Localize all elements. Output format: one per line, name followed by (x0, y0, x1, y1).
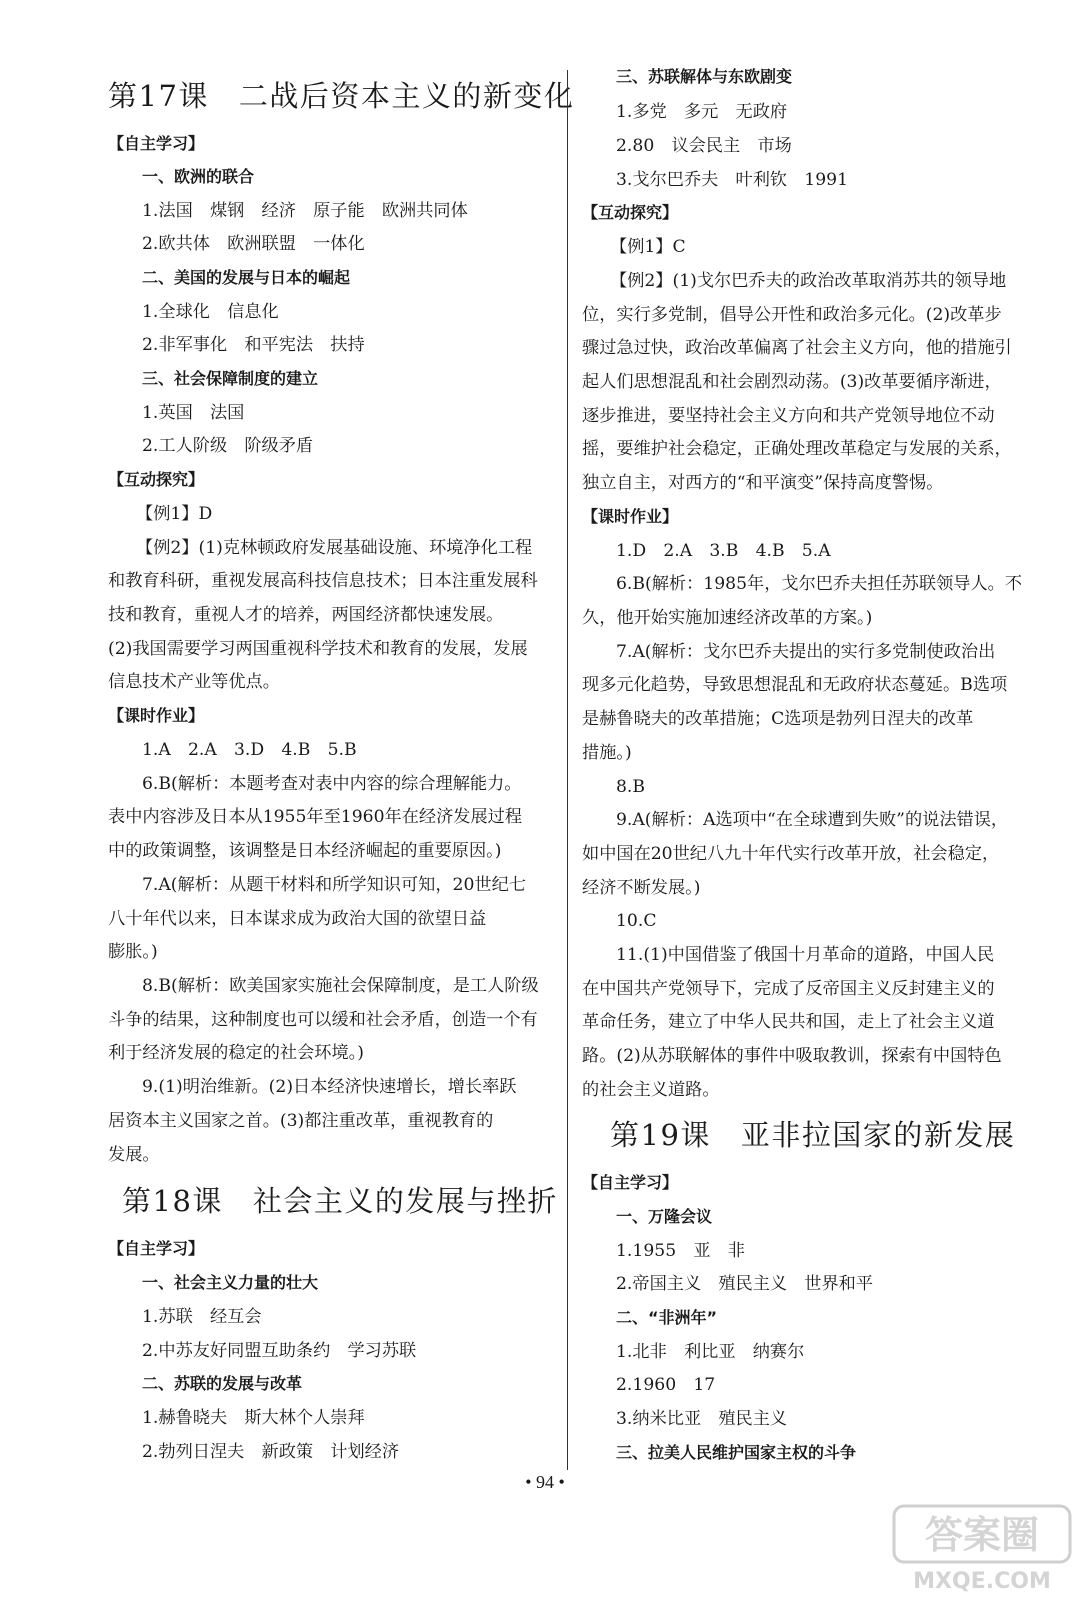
text-line: 2.中苏友好同盟互助条约 学习苏联 (142, 1341, 417, 1361)
subsection-heading: 一、万隆会议 (616, 1207, 713, 1226)
text-line: 8.B(解析：欧美国家实施社会保障制度，是工人阶级 (142, 976, 539, 996)
section-heading: 【互动探究】 (108, 470, 205, 489)
section-heading: 【自主学习】 (582, 1173, 679, 1192)
text-line: 9.(1)明治维新。(2)日本经济快速增长，增长率跃 (142, 1077, 517, 1097)
text-line: 革命任务，建立了中华人民共和国，走上了社会主义道 (582, 1012, 995, 1032)
text-line: 经济不断发展。) (582, 878, 701, 898)
text-line: 1.苏联 经互会 (142, 1307, 262, 1327)
text-line: 1.全球化 信息化 (142, 302, 279, 322)
subsection-heading: 二、苏联的发展与改革 (142, 1374, 303, 1393)
text-line: 是赫鲁晓夫的改革措施；C选项是勃列日涅夫的改革 (582, 709, 974, 729)
text-line: 措施。) (582, 743, 632, 763)
text-line: 【例2】(1)克林顿政府发展基础设施、环境净化工程 (136, 538, 533, 558)
text-line: 2.勃列日涅夫 新政策 计划经济 (142, 1442, 400, 1462)
lesson-number: 第18课 (122, 1184, 223, 1218)
section-heading: 【自主学习】 (108, 1239, 205, 1258)
text-line: 利于经济发展的稳定的社会环境。) (108, 1043, 364, 1063)
text-line: 【例2】(1)戈尔巴乔夫的政治改革取消苏共的领导地 (610, 271, 1007, 291)
subsection-heading: 三、苏联解体与东欧剧变 (616, 67, 793, 86)
text-line: 【例1】D (136, 504, 213, 524)
text-line: 八十年代以来，日本谋求成为政治大国的欲望日益 (108, 909, 487, 929)
section-heading: 【互动探究】 (582, 203, 679, 222)
text-line: 1.北非 利比亚 纳赛尔 (616, 1342, 805, 1362)
text-line: 6.B(解析：1985年，戈尔巴乔夫担任苏联领导人。不 (616, 574, 1023, 594)
subsection-heading: 一、欧洲的联合 (142, 167, 255, 186)
text-line: 技和教育，重视人才的培养，两国经济都快速发展。 (108, 605, 504, 625)
column-divider (567, 70, 568, 1470)
text-line: 如中国在20世纪八九十年代实行改革开放，社会稳定， (582, 844, 1000, 864)
subsection-heading: 二、美国的发展与日本的崛起 (142, 268, 351, 287)
text-line: 斗争的结果，这种制度也可以缓和社会矛盾，创造一个有 (108, 1010, 538, 1030)
text-line: 信息技术产业等优点。 (108, 672, 280, 692)
text-line: 发展。 (108, 1145, 160, 1165)
text-line: 2.帝国主义 殖民主义 世界和平 (616, 1274, 874, 1294)
text-line: 居资本主义国家之首。(3)都注重改革，重视教育的 (108, 1111, 494, 1131)
text-line: 中的政策调整，该调整是日本经济崛起的重要原因。) (108, 841, 502, 861)
text-line: 膨胀。) (108, 942, 158, 962)
text-line: 和教育科研，重视发展高科技信息技术；日本注重发展科 (108, 571, 538, 591)
text-line: 2.非军事化 和平宪法 扶持 (142, 335, 365, 355)
section-heading: 【自主学习】 (108, 134, 205, 153)
text-line: 7.A(解析：从题干材料和所学知识可知，20世纪七 (142, 875, 526, 895)
text-line: 7.A(解析：戈尔巴乔夫提出的实行多党制使政治出 (616, 642, 996, 662)
text-line: (2)我国需要学习两国重视科学技术和教育的发展，发展 (108, 639, 528, 659)
text-line: 1.A 2.A 3.D 4.B 5.B (142, 740, 357, 760)
lesson-number: 第17课 (108, 79, 209, 113)
text-line: 1.赫鲁晓夫 斯大林个人崇拜 (142, 1408, 365, 1428)
text-line: 骤过急过快，政治改革偏离了社会主义方向，他的措施引 (582, 338, 1012, 358)
watermark-text: 答案圈 (924, 1513, 1040, 1557)
text-line: 2.1960 17 (616, 1375, 716, 1395)
text-line: 独立自主，对西方的“和平演变”保持高度警惕。 (582, 473, 944, 493)
page-number: • 94 • (525, 1472, 565, 1492)
text-line: 10.C (616, 911, 657, 931)
text-line: 3.纳米比亚 殖民主义 (616, 1409, 788, 1429)
subsection-heading: 三、社会保障制度的建立 (142, 369, 319, 388)
text-line: 1.D 2.A 3.B 4.B 5.A (616, 541, 831, 561)
lesson-name: 亚非拉国家的新发展 (740, 1118, 1016, 1152)
text-line: 1.多党 多元 无政府 (616, 102, 788, 122)
section-heading: 【课时作业】 (582, 507, 679, 526)
text-line: 3.戈尔巴乔夫 叶利钦 1991 (616, 170, 849, 190)
text-line: 在中国共产党领导下，完成了反帝国主义反封建主义的 (582, 979, 995, 999)
text-line: 摇，要维护社会稳定，正确处理改革稳定与发展的关系， (582, 439, 1012, 459)
subsection-heading: 二、“非洲年” (616, 1308, 718, 1327)
text-line: 1.英国 法国 (142, 403, 245, 423)
text-line: 2.欧共体 欧洲联盟 一体化 (142, 234, 365, 254)
text-line: 久，他开始实施加速经济改革的方案。) (582, 608, 873, 628)
text-line: 9.A(解析：A选项中“在全球遭到失败”的说法错误， (616, 810, 1009, 830)
text-line: 11.(1)中国借鉴了俄国十月革命的道路，中国人民 (616, 945, 995, 965)
watermark-domain: MXQE.COM (913, 1569, 1051, 1594)
text-line: 6.B(解析：本题考查对表中内容的综合理解能力。 (142, 774, 522, 794)
lesson-title (108, 78, 574, 114)
lesson-name: 二战后资本主义的新变化 (238, 79, 575, 113)
text-line: 2.工人阶级 阶级矛盾 (142, 436, 314, 456)
text-line: 1.1955 亚 非 (616, 1241, 745, 1261)
section-heading: 【课时作业】 (108, 706, 205, 725)
text-line: 表中内容涉及日本从1955年至1960年在经济发展过程 (108, 807, 523, 827)
text-line: 8.B (616, 777, 646, 797)
lesson-name: 社会主义的发展与挫折 (252, 1184, 558, 1218)
lesson-title (122, 1183, 558, 1219)
lesson-number: 第19课 (610, 1118, 711, 1152)
text-line: 2.80 议会民主 市场 (616, 136, 792, 156)
text-line: 路。(2)从苏联解体的事件中吸取教训，探索有中国特色 (582, 1046, 1002, 1066)
subsection-heading: 一、社会主义力量的壮大 (142, 1273, 319, 1292)
text-line: 的社会主义道路。 (582, 1080, 720, 1100)
text-line: 位，实行多党制，倡导公开性和政治多元化。(2)改革步 (582, 305, 1002, 325)
text-line: 【例1】C (610, 237, 686, 257)
text-line: 逐步推进，要坚持社会主义方向和共产党领导地位不动 (582, 406, 995, 426)
subsection-heading: 三、拉美人民维护国家主权的斗争 (616, 1443, 857, 1462)
lesson-title (610, 1117, 1015, 1153)
text-line: 1.法国 煤钢 经济 原子能 欧洲共同体 (142, 201, 468, 221)
watermark-logo (888, 1500, 1080, 1596)
text-line: 起人们思想混乱和社会剧烈动荡。(3)改革要循序渐进， (582, 372, 1002, 392)
text-line: 现多元化趋势，导致思想混乱和无政府状态蔓延。B选项 (582, 675, 1008, 695)
